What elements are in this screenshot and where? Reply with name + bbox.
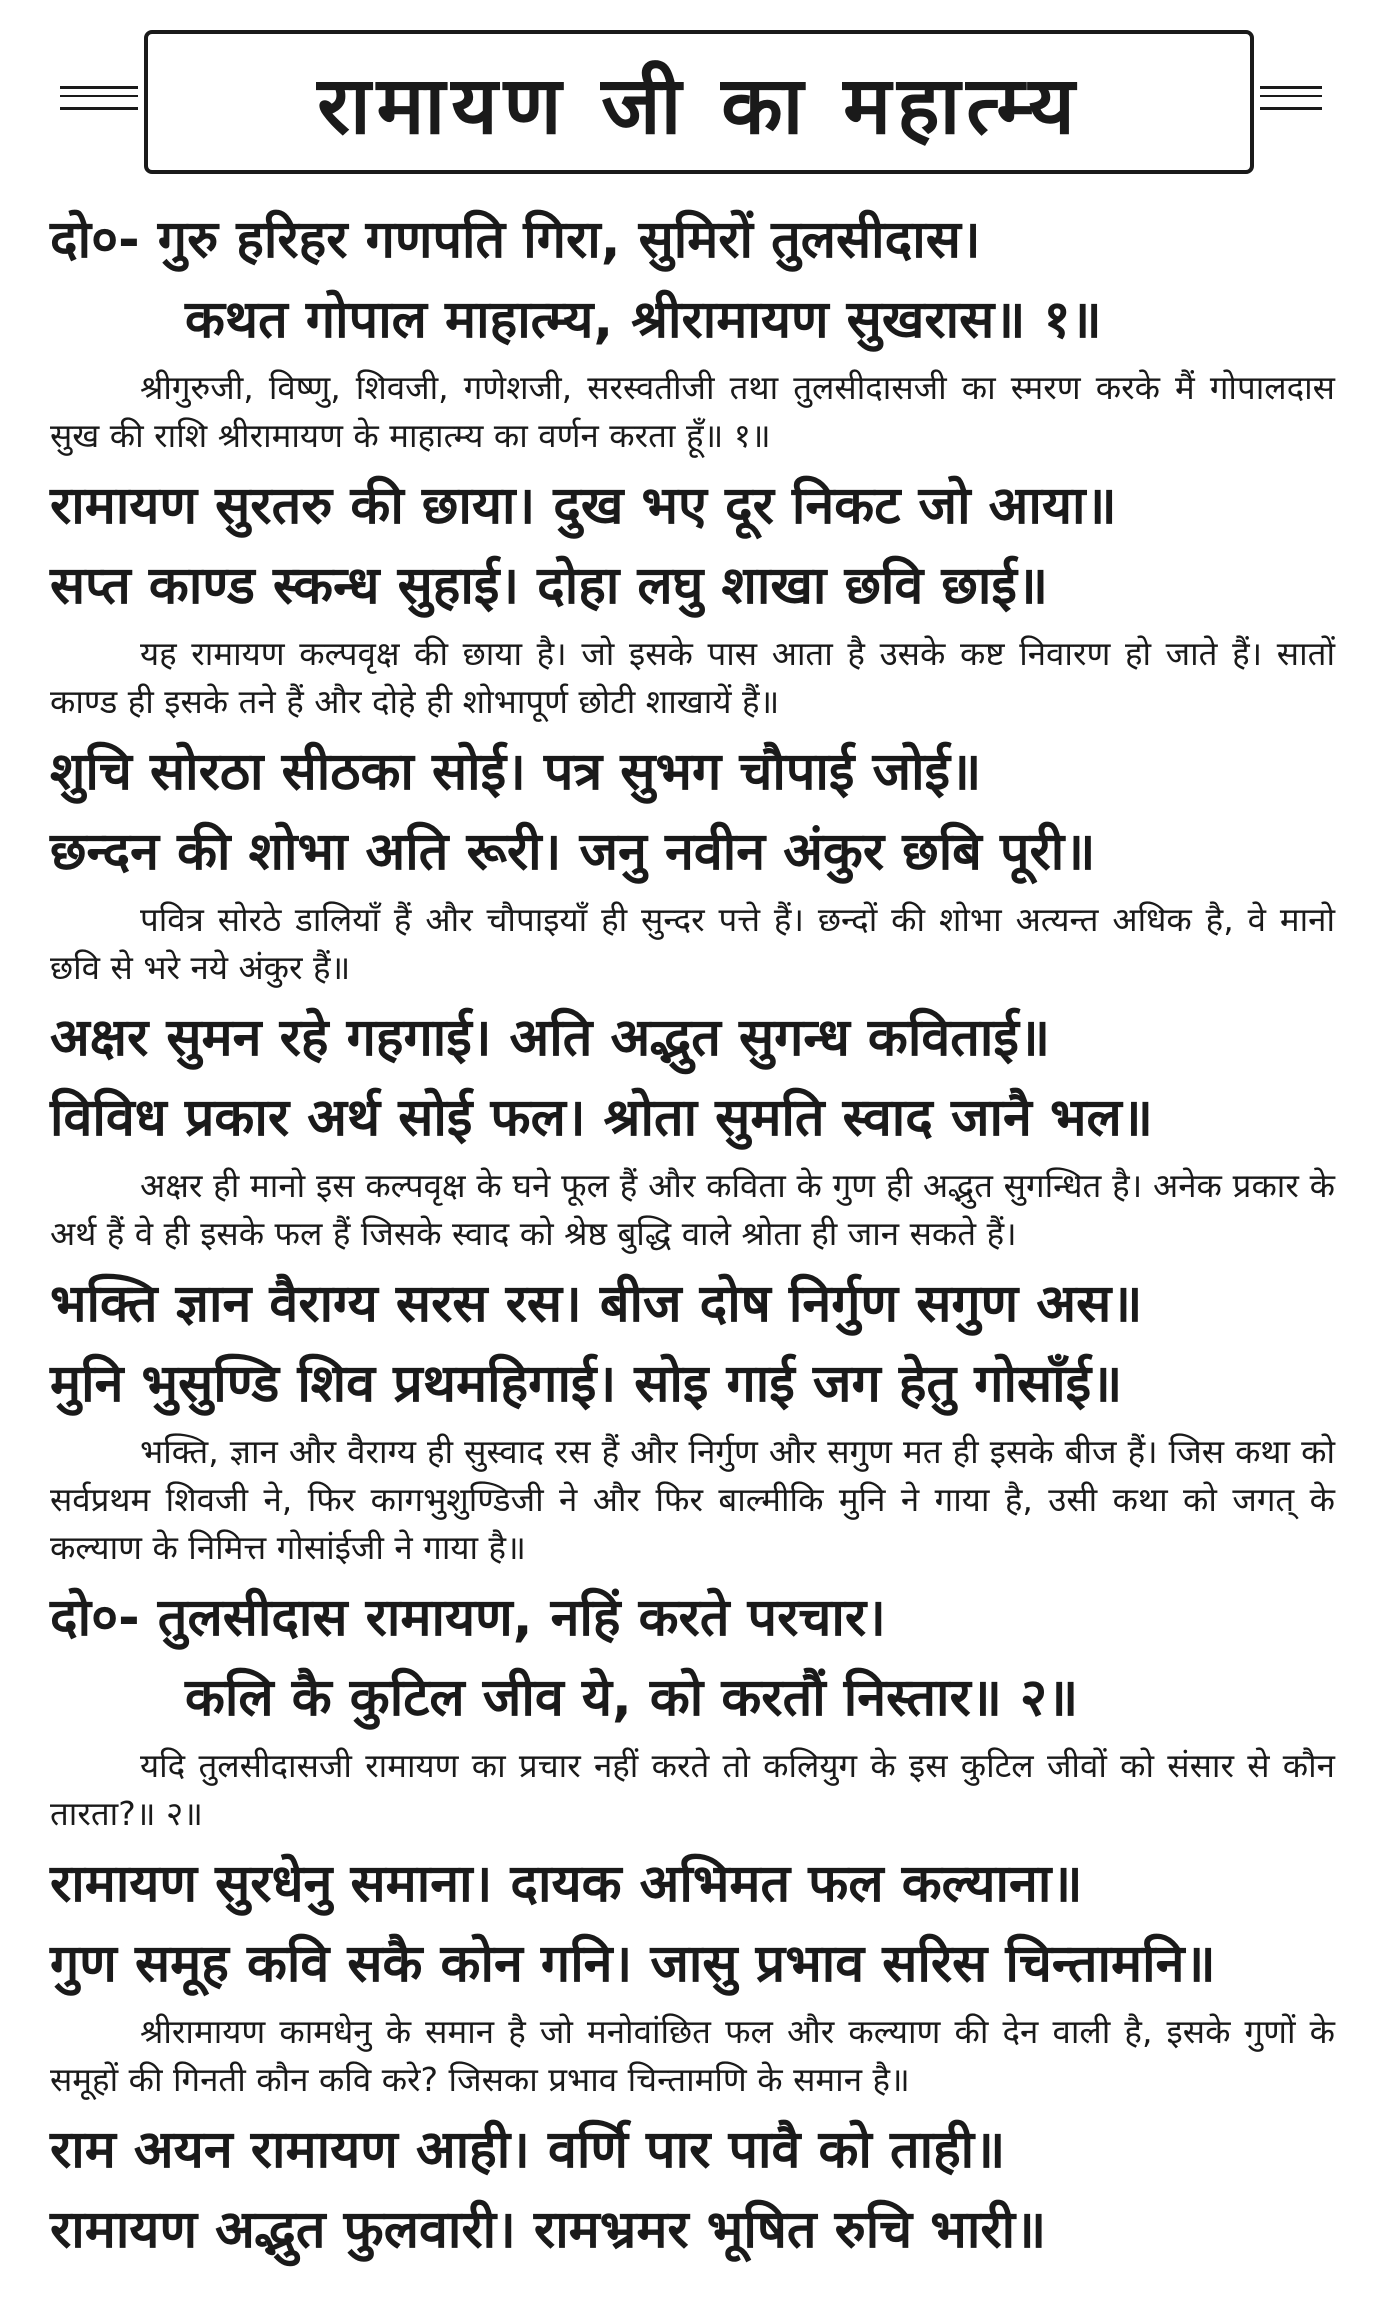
verse-line: मुनि भुसुण्डि शिव प्रथमहिगाई। सोइ गाई जग हेतु गोसाँई॥ [50, 1354, 1123, 1414]
prose-paragraph: अक्षर ही मानो इस कल्पवृक्ष के घने फूल हैं और कविता के गुण ही अद्भुत सुगन्धित है। अनेक प्रकार के अर्थ हैं वे ही इसके फल हैं जिसके स्वाद को श्रेष्ठ बुद्धि वाले श्रोता ही जान सकते हैं। [50, 1166, 1335, 1253]
prose-paragraph: यदि तुलसीदासजी रामायण का प्रचार नहीं करते तो कलियुग के इस कुटिल जीवों को संसार से कौन तारता?॥ २॥ [50, 1746, 1335, 1833]
verse-line: भक्ति ज्ञान वैराग्य सरस रस। बीज दोष निर्गुण सगुण अस॥ [50, 1274, 1143, 1334]
verse-line: विविध प्रकार अर्थ सोई फल। श्रोता सुमति स्वाद जानै भल॥ [50, 1088, 1153, 1148]
verse-line: कथत गोपाल माहात्म्य, श्रीरामायण सुखरास॥ १॥ [185, 290, 1102, 350]
verse-line: अक्षर सुमन रहे गहगाई। अति अद्भुत सुगन्ध कविताई॥ [50, 1008, 1051, 1068]
verse-line: सप्त काण्ड स्कन्ध सुहाई। दोहा लघु शाखा छवि छाई॥ [50, 556, 1048, 616]
main-content [50, 200, 1335, 2270]
verse-line: राम अयन रामायण आही। वर्णि पार पावै को ताही॥ [50, 2120, 1006, 2180]
verse-line: कलि कै कुटिल जीव ये, को करतौं निस्तार॥ २॥ [185, 1668, 1079, 1728]
prose-paragraph: श्रीगुरुजी, विष्णु, शिवजी, गणेशजी, सरस्वतीजी तथा तुलसीदासजी का स्मरण करके मैं गोपालदास सुख की राशि श्रीरामायण के माहात्म्य का वर्णन करता हूँ॥ १॥ [50, 368, 1335, 455]
verse-line: शुचि सोरठा सीठका सोई। पत्र सुभग चौपाई जोई॥ [50, 742, 982, 802]
title-rule-right [1260, 86, 1322, 110]
prose-paragraph: पवित्र सोरठे डालियाँ हैं और चौपाइयाँ ही सुन्दर पत्ते हैं। छन्दों की शोभा अत्यन्त अधिक है, वे मानो छवि से भरे नये अंकुर हैं॥ [50, 900, 1335, 987]
prose-paragraph: यह रामायण कल्पवृक्ष की छाया है। जो इसके पास आता है उसके कष्ट निवारण हो जाते हैं। सातों काण्ड ही इसके तने हैं और दोहे ही शोभापूर्ण छोटी शाखायें हैं॥ [50, 634, 1335, 721]
verse-line: रामायण अद्भुत फुलवारी। रामभ्रमर भूषित रुचि भारी॥ [50, 2200, 1047, 2260]
verse-line: छन्दन की शोभा अति रूरी। जनु नवीन अंकुर छबि पूरी॥ [50, 822, 1096, 882]
verse-line: गुण समूह कवि सकै कोन गनि। जासु प्रभाव सरिस चिन्तामनि॥ [50, 1934, 1216, 1994]
title-rule-left [60, 86, 138, 110]
prose-paragraph: श्रीरामायण कामधेनु के समान है जो मनोवांछित फल और कल्याण की देन वाली है, इसके गुणों के समूहों की गिनती कौन कवि करे? जिसका प्रभाव चिन्तामणि के समान है॥ [50, 2012, 1335, 2099]
verse-line: दो०- गुरु हरिहर गणपति गिरा, सुमिरों तुलसीदास। [50, 210, 981, 270]
page-title: रामायण जी का महात्म्य [317, 58, 1081, 152]
title-box [144, 30, 1254, 174]
verse-line: दो०- तुलसीदास रामायण, नहिं करते परचार। [50, 1588, 886, 1648]
prose-paragraph: भक्ति, ज्ञान और वैराग्य ही सुस्वाद रस हैं और निर्गुण और सगुण मत ही इसके बीज हैं। जिस कथा को सर्वप्रथम शिवजी ने, फिर कागभुशुण्डिजी ने और फिर बाल्मीकि मुनि ने गाया है, उसी कथा को जगत् के कल्याण के निमित्त गोसांईजी ने गाया है॥ [50, 1432, 1335, 1567]
title-block [60, 30, 1322, 180]
verse-line: रामायण सुरधेनु समाना। दायक अभिमत फल कल्याना॥ [50, 1854, 1083, 1914]
verse-line: रामायण सुरतरु की छाया। दुख भए दूर निकट जो आया॥ [50, 476, 1117, 536]
